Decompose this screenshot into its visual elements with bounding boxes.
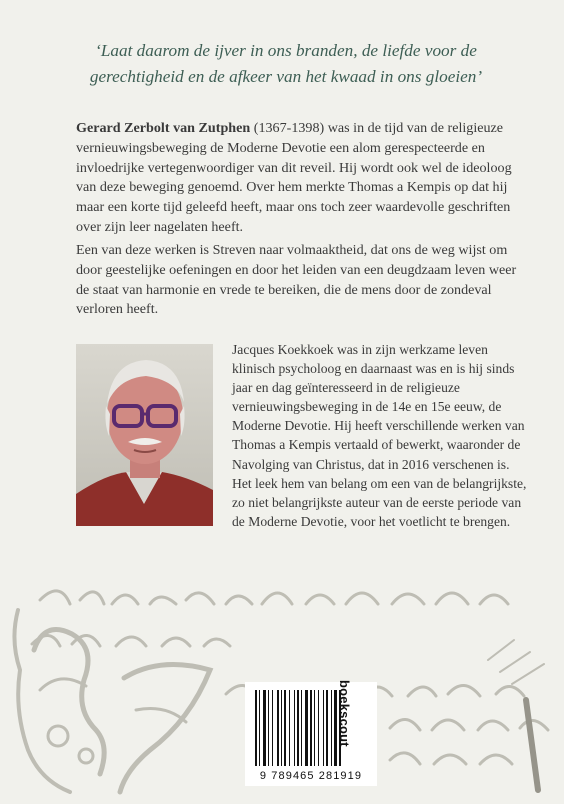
author-photo [76, 344, 213, 526]
quote-line-2: gerechtigheid en de afkeer van het kwaad in ons gloeien’ [89, 67, 483, 86]
publisher-logo: boekscout [337, 680, 352, 747]
author-bio: Jacques Koekkoek was in zijn werkzame leven klinisch psycholoog en daarnaast was en is hij sinds jaar en dag geïnteresseerd in de religieuze vernieuwingsbeweging in de 14e en 15e eeuw, de Moderne Devotie. Hij heeft verschillende werken van Thomas a Kempis vertaald of bewerkt, waaronder de Navolging van Christus, dat in 2016 verschenen is. Het leek hem van belang om een van de belangrijkste, zo niet belangrijkste auteur van de eerste periode van de Moderne Devotie, voor het voetlicht te brengen. [232, 342, 527, 529]
second-paragraph: Een van deze werken is Streven naar volmaaktheid, dat ons de weg wijst om door geestelijke oefeningen en door het leiden van een deugdzaam leven weer de staat van harmonie en vrede te bereiken, die de mens door de zondeval verloren heeft. [76, 242, 517, 318]
subject-name: Gerard Zerbolt van Zutphen [76, 120, 251, 136]
cover-quote [48, 38, 524, 90]
intro-text: (1367-1398) was in de tijd van de religieuze vernieuwingsbeweging de Moderne Devotie een alom gerespecteerde en invloedrijke vertegenwoordiger van dit reveil. Hij wordt ook wel de ideoloog van deze beweging genoemd. Over hem merkte Thomas a Kempis op dat hij maar een korte tijd geleefd heeft, maar ons toch zeer waardevolle geschriften over zijn leer nagelaten heeft. [76, 120, 512, 235]
intro-paragraph [76, 119, 528, 238]
quote-line-1: ‘Laat daarom de ijver in ons branden, de liefde voor de [95, 41, 477, 60]
isbn-digits: 9 789465 281919 [259, 770, 363, 782]
